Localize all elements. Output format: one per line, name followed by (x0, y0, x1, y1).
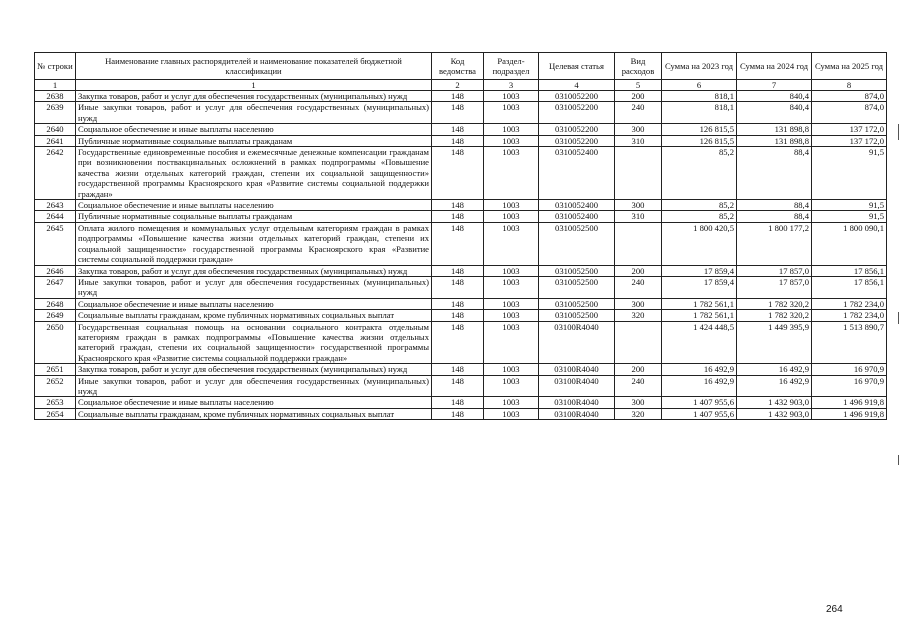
row-expense-type: 310 (615, 135, 662, 146)
row-name: Социальное обеспечение и иные выплаты населению (76, 200, 432, 211)
row-section-code: 1003 (484, 222, 539, 265)
column-index: 1 (76, 80, 432, 91)
row-sum-2024: 17 857,0 (737, 276, 812, 298)
table-row (35, 375, 887, 397)
row-sum-2023: 17 859,4 (662, 276, 737, 298)
column-index: 4 (539, 80, 615, 91)
row-expense-type: 240 (615, 102, 662, 124)
row-sum-2023: 1 407 955,6 (662, 408, 737, 419)
row-dept-code: 148 (432, 375, 484, 397)
row-sum-2023: 85,2 (662, 200, 737, 211)
row-sum-2023: 1 407 955,6 (662, 397, 737, 408)
row-sum-2024: 88,4 (737, 147, 812, 200)
row-number: 2654 (35, 408, 76, 419)
row-sum-2023: 818,1 (662, 102, 737, 124)
row-name: Публичные нормативные социальные выплаты гражданам (76, 211, 432, 222)
scan-margin-mark (898, 455, 899, 465)
row-section-code: 1003 (484, 200, 539, 211)
row-sum-2023: 17 859,4 (662, 265, 737, 276)
row-target-article: 0310052500 (539, 276, 615, 298)
row-expense-type: 240 (615, 375, 662, 397)
row-name: Иные закупки товаров, работ и услуг для обеспечения государственных (муниципальных) нужд (76, 375, 432, 397)
row-sum-2024: 131 898,8 (737, 124, 812, 135)
row-name: Социальное обеспечение и иные выплаты населению (76, 397, 432, 408)
header-exptype: Вид расходов (615, 53, 662, 80)
table-row (35, 321, 887, 364)
row-section-code: 1003 (484, 276, 539, 298)
row-target-article: 03100R4040 (539, 375, 615, 397)
row-sum-2023: 818,1 (662, 91, 737, 102)
row-number: 2649 (35, 310, 76, 321)
row-dept-code: 148 (432, 222, 484, 265)
column-index-row (35, 80, 887, 91)
header-section: Раздел-подраздел (484, 53, 539, 80)
row-expense-type: 300 (615, 397, 662, 408)
row-section-code: 1003 (484, 211, 539, 222)
column-index: 5 (615, 80, 662, 91)
row-number: 2646 (35, 265, 76, 276)
row-sum-2023: 1 782 561,1 (662, 298, 737, 309)
row-sum-2025: 1 782 234,0 (812, 310, 887, 321)
row-section-code: 1003 (484, 408, 539, 419)
column-index: 2 (432, 80, 484, 91)
row-sum-2025: 874,0 (812, 91, 887, 102)
row-sum-2024: 88,4 (737, 211, 812, 222)
row-sum-2025: 91,5 (812, 211, 887, 222)
row-expense-type: 200 (615, 364, 662, 375)
row-dept-code: 148 (432, 200, 484, 211)
row-section-code: 1003 (484, 375, 539, 397)
table-row (35, 102, 887, 124)
row-dept-code: 148 (432, 102, 484, 124)
table-row (35, 91, 887, 102)
row-name: Иные закупки товаров, работ и услуг для обеспечения государственных (муниципальных) нужд (76, 276, 432, 298)
row-target-article: 03100R4040 (539, 408, 615, 419)
table-row (35, 211, 887, 222)
budget-table (34, 52, 887, 420)
row-expense-type: 320 (615, 310, 662, 321)
table-row (35, 222, 887, 265)
row-number: 2639 (35, 102, 76, 124)
row-dept-code: 148 (432, 147, 484, 200)
row-name: Социальные выплаты гражданам, кроме публичных нормативных социальных выплат (76, 408, 432, 419)
row-sum-2025: 16 970,9 (812, 364, 887, 375)
row-sum-2025: 91,5 (812, 200, 887, 211)
row-dept-code: 148 (432, 397, 484, 408)
row-sum-2025: 137 172,0 (812, 124, 887, 135)
row-expense-type: 240 (615, 276, 662, 298)
row-sum-2024: 131 898,8 (737, 135, 812, 146)
row-sum-2025: 1 496 919,8 (812, 397, 887, 408)
row-sum-2025: 1 782 234,0 (812, 298, 887, 309)
row-name: Оплата жилого помещения и коммунальных услуг отдельным категориям граждан в рамках подпрограммы «Повышение качества жизни отдельных категорий граждан, степени их социальной защищенности» государственной программы Красноярского края «Развитие системы социальной поддержки граждан» (76, 222, 432, 265)
table-row (35, 364, 887, 375)
scan-margin-mark (898, 124, 899, 140)
row-sum-2023: 85,2 (662, 147, 737, 200)
row-name: Социальное обеспечение и иные выплаты населению (76, 298, 432, 309)
row-dept-code: 148 (432, 276, 484, 298)
row-section-code: 1003 (484, 147, 539, 200)
table-row (35, 310, 887, 321)
row-number: 2653 (35, 397, 76, 408)
header-num: № строки (35, 53, 76, 80)
row-section-code: 1003 (484, 321, 539, 364)
row-dept-code: 148 (432, 408, 484, 419)
row-expense-type: 300 (615, 200, 662, 211)
row-name: Государственные единовременные пособия и ежемесячные денежные компенсации гражданам при возникновении поствакцинальных осложнений в рамках подпрограммы «Повышение качества жизни отдельных категорий граждан, степени их социальной защищенности» государственной программы Красноярского края «Развитие системы социальной поддержки граждан» (76, 147, 432, 200)
row-sum-2024: 1 449 395,9 (737, 321, 812, 364)
row-name: Закупка товаров, работ и услуг для обеспечения государственных (муниципальных) нужд (76, 91, 432, 102)
header-article: Целевая статья (539, 53, 615, 80)
column-index: 1 (35, 80, 76, 91)
row-number: 2648 (35, 298, 76, 309)
row-sum-2023: 1 424 448,5 (662, 321, 737, 364)
table-row (35, 397, 887, 408)
row-number: 2644 (35, 211, 76, 222)
header-row (35, 53, 887, 80)
row-expense-type (615, 147, 662, 200)
row-sum-2023: 1 782 561,1 (662, 310, 737, 321)
row-target-article: 0310052500 (539, 222, 615, 265)
table-row (35, 124, 887, 135)
row-section-code: 1003 (484, 102, 539, 124)
row-sum-2023: 126 815,5 (662, 124, 737, 135)
row-name: Социальные выплаты гражданам, кроме публичных нормативных социальных выплат (76, 310, 432, 321)
row-target-article: 03100R4040 (539, 397, 615, 408)
table-row (35, 408, 887, 419)
row-sum-2024: 17 857,0 (737, 265, 812, 276)
row-expense-type: 200 (615, 265, 662, 276)
row-dept-code: 148 (432, 211, 484, 222)
row-target-article: 0310052400 (539, 200, 615, 211)
row-dept-code: 148 (432, 91, 484, 102)
row-target-article: 0310052200 (539, 91, 615, 102)
row-expense-type (615, 321, 662, 364)
row-number: 2638 (35, 91, 76, 102)
row-dept-code: 148 (432, 135, 484, 146)
row-sum-2024: 16 492,9 (737, 375, 812, 397)
row-section-code: 1003 (484, 298, 539, 309)
row-target-article: 0310052500 (539, 265, 615, 276)
header-dept: Код ведомства (432, 53, 484, 80)
row-name: Публичные нормативные социальные выплаты гражданам (76, 135, 432, 146)
row-expense-type: 300 (615, 298, 662, 309)
row-section-code: 1003 (484, 310, 539, 321)
row-sum-2024: 1 782 320,2 (737, 298, 812, 309)
row-sum-2025: 16 970,9 (812, 375, 887, 397)
row-name: Закупка товаров, работ и услуг для обеспечения государственных (муниципальных) нужд (76, 364, 432, 375)
column-index: 8 (812, 80, 887, 91)
header-sum-2024: Сумма на 2024 год (737, 53, 812, 80)
row-sum-2024: 1 432 903,0 (737, 408, 812, 419)
row-name: Закупка товаров, работ и услуг для обеспечения государственных (муниципальных) нужд (76, 265, 432, 276)
row-number: 2641 (35, 135, 76, 146)
column-index: 6 (662, 80, 737, 91)
row-sum-2023: 126 815,5 (662, 135, 737, 146)
row-sum-2024: 1 800 177,2 (737, 222, 812, 265)
table-row (35, 200, 887, 211)
column-index: 3 (484, 80, 539, 91)
row-sum-2024: 88,4 (737, 200, 812, 211)
header-sum-2025: Сумма на 2025 год (812, 53, 887, 80)
row-sum-2025: 1 496 919,8 (812, 408, 887, 419)
row-target-article: 03100R4040 (539, 321, 615, 364)
row-expense-type: 320 (615, 408, 662, 419)
row-sum-2023: 1 800 420,5 (662, 222, 737, 265)
row-number: 2645 (35, 222, 76, 265)
row-sum-2024: 1 782 320,2 (737, 310, 812, 321)
row-number: 2650 (35, 321, 76, 364)
row-expense-type (615, 222, 662, 265)
row-sum-2024: 1 432 903,0 (737, 397, 812, 408)
row-number: 2652 (35, 375, 76, 397)
row-sum-2025: 1 800 090,1 (812, 222, 887, 265)
row-sum-2025: 874,0 (812, 102, 887, 124)
table-row (35, 135, 887, 146)
column-index: 7 (737, 80, 812, 91)
row-section-code: 1003 (484, 265, 539, 276)
row-sum-2025: 17 856,1 (812, 276, 887, 298)
row-sum-2025: 91,5 (812, 147, 887, 200)
row-sum-2025: 17 856,1 (812, 265, 887, 276)
row-number: 2642 (35, 147, 76, 200)
row-expense-type: 300 (615, 124, 662, 135)
row-name: Социальное обеспечение и иные выплаты населению (76, 124, 432, 135)
row-name: Государственная социальная помощь на основании социального контракта отдельным категориям граждан в рамках подпрограммы «Повышение качества жизни отдельных категорий граждан, степени их социальной защищенности» государственной программы Красноярского края «Развитие системы социальной поддержки граждан» (76, 321, 432, 364)
row-section-code: 1003 (484, 364, 539, 375)
row-name: Иные закупки товаров, работ и услуг для обеспечения государственных (муниципальных) нужд (76, 102, 432, 124)
table-row (35, 298, 887, 309)
row-target-article: 0310052500 (539, 298, 615, 309)
row-target-article: 0310052200 (539, 135, 615, 146)
row-sum-2023: 16 492,9 (662, 375, 737, 397)
row-dept-code: 148 (432, 265, 484, 276)
row-target-article: 0310052200 (539, 102, 615, 124)
row-dept-code: 148 (432, 310, 484, 321)
row-number: 2640 (35, 124, 76, 135)
table-row (35, 265, 887, 276)
row-sum-2023: 85,2 (662, 211, 737, 222)
row-section-code: 1003 (484, 135, 539, 146)
header-name: Наименование главных распорядителей и наименование показателей бюджетной классификации (76, 53, 432, 80)
row-section-code: 1003 (484, 397, 539, 408)
row-target-article: 0310052500 (539, 310, 615, 321)
row-sum-2024: 16 492,9 (737, 364, 812, 375)
row-expense-type: 310 (615, 211, 662, 222)
row-sum-2025: 137 172,0 (812, 135, 887, 146)
row-number: 2643 (35, 200, 76, 211)
table-body (35, 91, 887, 420)
row-sum-2023: 16 492,9 (662, 364, 737, 375)
row-section-code: 1003 (484, 124, 539, 135)
row-dept-code: 148 (432, 364, 484, 375)
header-sum-2023: Сумма на 2023 год (662, 53, 737, 80)
row-target-article: 0310052200 (539, 124, 615, 135)
row-dept-code: 148 (432, 124, 484, 135)
row-target-article: 03100R4040 (539, 364, 615, 375)
row-number: 2647 (35, 276, 76, 298)
page-number: 264 (826, 604, 843, 615)
row-sum-2024: 840,4 (737, 91, 812, 102)
row-target-article: 0310052400 (539, 147, 615, 200)
row-number: 2651 (35, 364, 76, 375)
row-dept-code: 148 (432, 298, 484, 309)
table-row (35, 147, 887, 200)
row-expense-type: 200 (615, 91, 662, 102)
table-row (35, 276, 887, 298)
row-sum-2024: 840,4 (737, 102, 812, 124)
row-sum-2025: 1 513 890,7 (812, 321, 887, 364)
row-section-code: 1003 (484, 91, 539, 102)
row-dept-code: 148 (432, 321, 484, 364)
scan-margin-mark (898, 312, 899, 324)
row-target-article: 0310052400 (539, 211, 615, 222)
